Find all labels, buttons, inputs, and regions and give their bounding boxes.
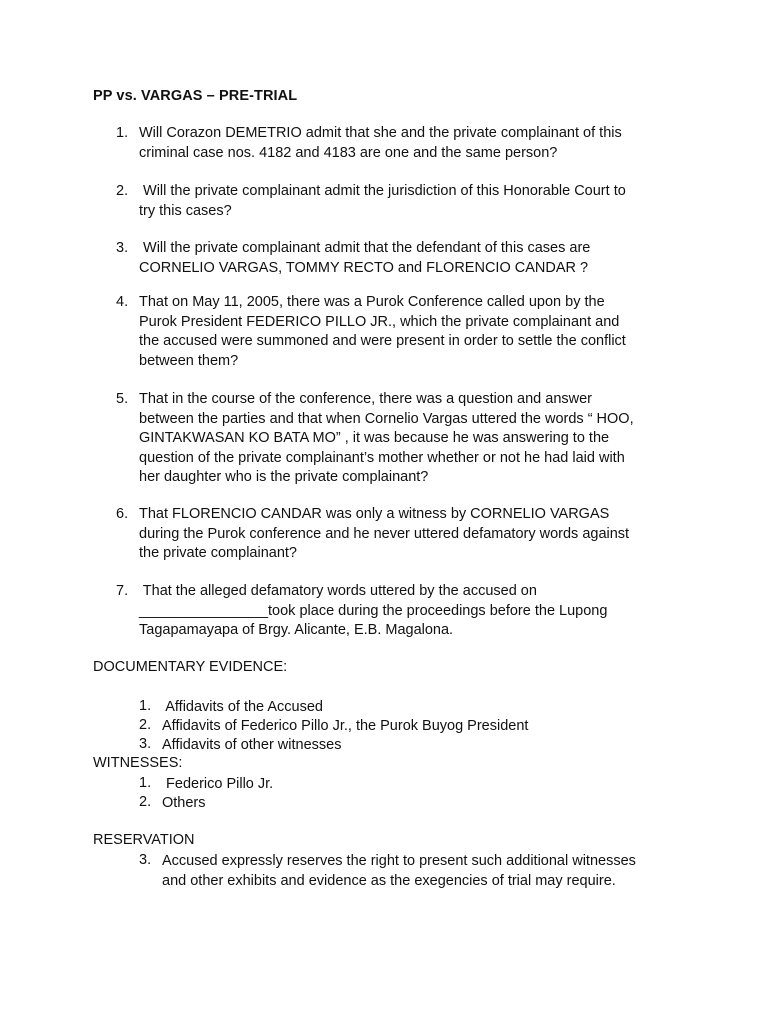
question-line: the private complainant? [139, 545, 297, 561]
question-line: GINTAKWASAN KO BATA MO” , it was because he was answering to the [139, 430, 610, 446]
evidence-number: 3. [139, 736, 152, 752]
question-line: Will the private complainant admit the jurisdiction of this Honorable Court to [139, 183, 626, 199]
question-text [139, 239, 679, 278]
question-line: between them? [139, 352, 239, 369]
question-number: 2. [116, 183, 129, 199]
witness-number: 2. [139, 794, 152, 810]
question-line: Will the private complainant admit that the defendant of this cases are [139, 240, 591, 256]
question-line: That FLORENCIO CANDAR was only a witness by CORNELIO VARGAS [139, 506, 610, 522]
question-number: 5. [116, 391, 129, 407]
question-text [139, 505, 679, 564]
question-line: Purok President FEDERICO PILLO JR., which the private complainant and [139, 313, 620, 330]
witness-number: 1. [139, 775, 152, 791]
question-line: during the Purok conference and he never uttered defamatory words against [139, 525, 630, 542]
evidence-number: 2. [139, 717, 152, 733]
question-line: Will Corazon DEMETRIO admit that she and the private complainant of this [139, 125, 622, 141]
question-line: try this cases? [139, 202, 232, 219]
question-line: between the parties and that when Cornelio Vargas uttered the words “ HOO, [139, 410, 634, 427]
witnesses-heading: WITNESSES: [93, 755, 183, 771]
question-number: 4. [116, 294, 129, 310]
question-line: That the alleged defamatory words uttered by the accused on [139, 583, 537, 599]
documentary-evidence-heading: DOCUMENTARY EVIDENCE: [93, 659, 288, 675]
question-line: That in the course of the conference, there was a question and answer [139, 391, 592, 407]
evidence-text: Affidavits of Federico Pillo Jr., the Purok Buyog President [162, 718, 529, 734]
question-line: the accused were summoned and were present in order to settle the conflict [139, 333, 626, 349]
evidence-number: 1. [139, 698, 152, 714]
document-title: PP vs. VARGAS – PRE-TRIAL [93, 88, 298, 104]
question-number: 7. [116, 583, 129, 599]
question-text [139, 182, 679, 221]
question-number: 3. [116, 240, 129, 256]
evidence-text: Affidavits of the Accused [162, 699, 323, 715]
evidence-text: Affidavits of other witnesses [162, 737, 342, 753]
question-line: her daughter who is the private complainant? [139, 469, 429, 485]
question-number: 6. [116, 506, 129, 522]
witness-text: Others [162, 795, 206, 811]
question-line: That on May 11, 2005, there was a Purok Conference called upon by the [139, 294, 605, 310]
question-text [139, 293, 679, 371]
reservation-number: 3. [139, 852, 152, 868]
question-number: 1. [116, 125, 129, 141]
question-line: criminal case nos. 4182 and 4183 are one and the same person? [139, 144, 558, 161]
question-line: ________________took place during the proceedings before the Lupong [139, 602, 608, 619]
question-line: Tagapamayapa of Brgy. Alicante, E.B. Magalona. [139, 622, 454, 638]
reservation-heading: RESERVATION [93, 832, 195, 848]
question-line: CORNELIO VARGAS, TOMMY RECTO and FLORENCIO CANDAR ? [139, 259, 589, 276]
reservation-line: Accused expressly reserves the right to present such additional witnesses [162, 853, 636, 869]
question-text [139, 390, 679, 488]
reservation-text [162, 852, 682, 891]
question-line: question of the private complainant’s mother whether or not he had laid with [139, 449, 625, 466]
question-text [139, 124, 679, 163]
witness-text: Federico Pillo Jr. [162, 776, 274, 792]
question-text [139, 582, 679, 641]
reservation-line: and other exhibits and evidence as the exegencies of trial may require. [162, 872, 616, 889]
